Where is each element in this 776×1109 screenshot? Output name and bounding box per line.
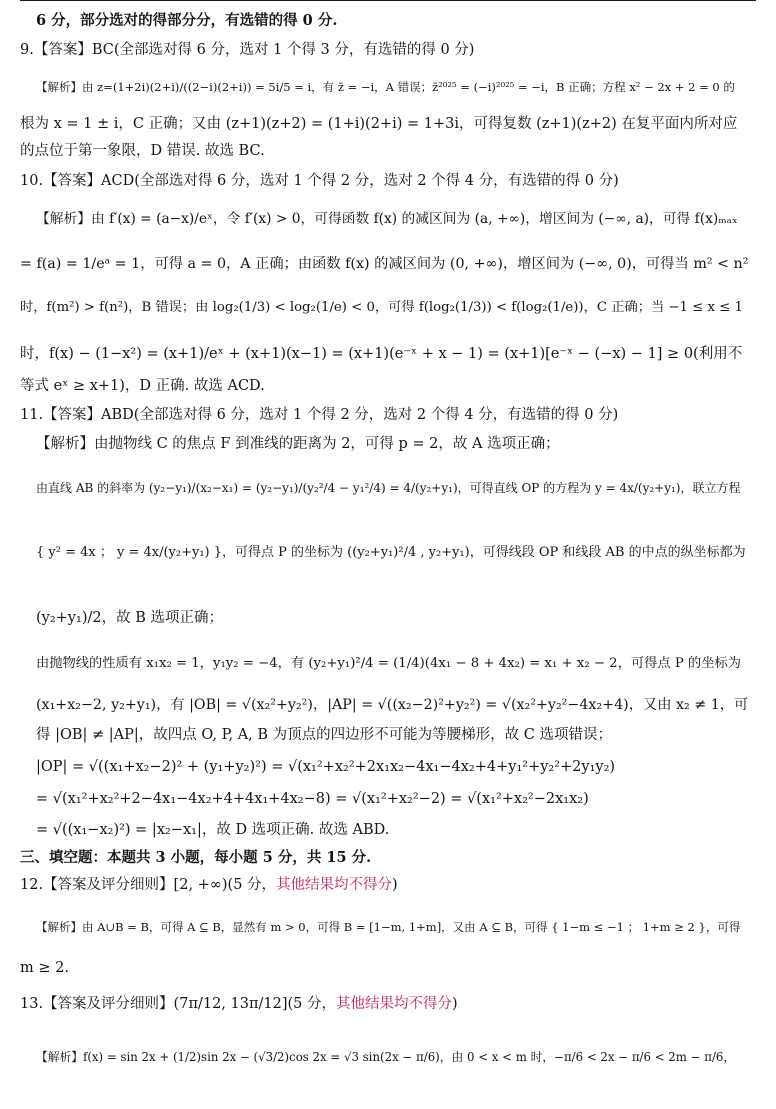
- line-22: = √((x₁−x₂)²) = |x₂−x₁|，故 D 选项正确. 故选 ABD.: [36, 822, 390, 838]
- pink-emphasis-text: 其他结果均不得分: [336, 996, 452, 1012]
- section-3-heading: 三、填空题：本题共 3 小题，每小题 5 分，共 15 分.: [20, 849, 372, 866]
- line-25-q12-analysis: 【解析】由 A∪B = B，可得 A ⊆ B，显然有 m > 0，可得 B = [1−m, 1+m]，又由 A ⊆ B，可得 { 1−m ≤ −1 ； 1+m ≥ 2 }，可得: [36, 920, 741, 934]
- line-10: 时，f(x) − (1−x²) = (x+1)/eˣ + (x+1)(x−1) = (x+1)(e⁻ˣ + x − 1) = (x+1)[e⁻ˣ − (−x) − 1] ≥ 0(利用不: [20, 346, 743, 362]
- line-27-q13-answer: 13.【答案及评分细则】(7π/12, 13π/12](5 分，其他结果均不得分): [20, 996, 458, 1012]
- line-16: (y₂+y₁)/2，故 B 选项正确；: [36, 610, 223, 626]
- line-2-q9-answer: 9.【答案】BC(全部选对得 6 分，选对 1 个得 3 分，有选错的得 0 分): [20, 42, 475, 58]
- line-18: (x₁+x₂−2, y₂+y₁)，有 |OB| = √(x₂²+y₂²)，|AP| = √((x₂−2)²+y₂²) = √(x₂²+y₂²−4x₂+4)，又由 x₂ ≠ 1，可: [36, 697, 749, 713]
- pink-emphasis-text: 其他结果均不得分: [276, 877, 393, 893]
- line-19: 得 |OB| ≠ |AP|，故四点 O, P, A, B 为顶点的四边形不可能为等腰梯形，故 C 选项错误；: [36, 727, 612, 743]
- line-4: 根为 x = 1 ± i，C 正确；又由 (z+1)(z+2) = (1+i)(2+i) = 1+3i，可得复数 (z+1)(z+2) 在复平面内所对应: [20, 116, 738, 132]
- line-3-q9-analysis: 【解析】由 z=(1+2i)(2+i)/((2−i)(2+i)) = 5i/5 = i，有 z̄ = −i，A 错误；z̄²⁰²⁵ = (−i)²⁰²⁵ = −i，B 正确；方程 x² − 2x + 2 = 0 的: [36, 80, 735, 94]
- line-7-q10-analysis: 【解析】由 f′(x) = (a−x)/eˣ，令 f′(x) > 0，可得函数 f(x) 的减区间为 (a, +∞)，增区间为 (−∞, a)，可得 f(x)ₘₐₓ: [36, 211, 738, 227]
- line-6-q10-answer: 10.【答案】ACD(全部选对得 6 分，选对 1 个得 2 分，选对 2 个得 4 分，有选错的得 0 分): [20, 173, 619, 189]
- line-24-q12-answer: 12.【答案及评分细则】[2, +∞)(5 分，其他结果均不得分): [20, 877, 398, 893]
- line-26: m ≥ 2.: [20, 960, 69, 976]
- line-20: |OP| = √((x₁+x₂−2)² + (y₁+y₂)²) = √(x₁²+x₂²+2x₁x₂−4x₁−4x₂+4+y₁²+y₂²+2y₁y₂): [36, 759, 616, 775]
- line-9: 时，f(m²) > f(n²)，B 错误；由 log₂(1/3) < log₂(1/e) < 0，可得 f(log₂(1/3)) < f(log₂(1/e))，C 正确；当 −1 ≤ x ≤ 1: [20, 300, 743, 315]
- line-15: { y² = 4x ； y = 4x/(y₂+y₁) }，可得点 P 的坐标为 ((y₂+y₁)²/4 , y₂+y₁)，可得线段 OP 和线段 AB 的中点的纵坐标都为: [36, 545, 746, 560]
- line-1-q8-scoring-note: 6 分，部分选对的得部分分，有选错的得 0 分.: [36, 12, 338, 29]
- line-21: = √(x₁²+x₂²+2−4x₁−4x₂+4+4x₁+4x₂−8) = √(x₁²+x₂²−2) = √(x₁²+x₂²−2x₁x₂): [36, 791, 589, 807]
- cropped-top-rule: [20, 0, 756, 1]
- line-13-q11-analysis: 【解析】由抛物线 C 的焦点 F 到准线的距离为 2，可得 p = 2，故 A 选项正确；: [36, 436, 560, 452]
- line-28-q13-analysis: 【解析】f(x) = sin 2x + (1/2)sin 2x − (√3/2)cos 2x = √3 sin(2x − π/6)，由 0 < x < m 时，−π/6 < 2x − π/6 < 2m − π/6，: [36, 1050, 736, 1064]
- line-8: = f(a) = 1/eᵃ = 1，可得 a = 0，A 正确；由函数 f(x) 的减区间为 (0, +∞)，增区间为 (−∞, 0)，可得当 m² < n²: [20, 256, 749, 272]
- line-12-q11-answer: 11.【答案】ABD(全部选对得 6 分，选对 1 个得 2 分，选对 2 个得 4 分，有选错的得 0 分): [20, 407, 619, 423]
- line-5: 的点位于第一象限，D 错误. 故选 BC.: [20, 143, 265, 159]
- line-17: 由抛物线的性质有 x₁x₂ = 1，y₁y₂ = −4，有 (y₂+y₁)²/4 = (1/4)(4x₁ − 8 + 4x₂) = x₁ + x₂ − 2，可得点 P 的坐标为: [36, 656, 741, 671]
- line-11: 等式 eˣ ≥ x+1)，D 正确. 故选 ACD.: [20, 378, 265, 394]
- line-14: 由直线 AB 的斜率为 (y₂−y₁)/(x₂−x₁) = (y₂−y₁)/(y₂²/4 − y₁²/4) = 4/(y₂+y₁)，可得直线 OP 的方程为 y = 4x/(y₂+y₁)，联立方程: [36, 481, 741, 495]
